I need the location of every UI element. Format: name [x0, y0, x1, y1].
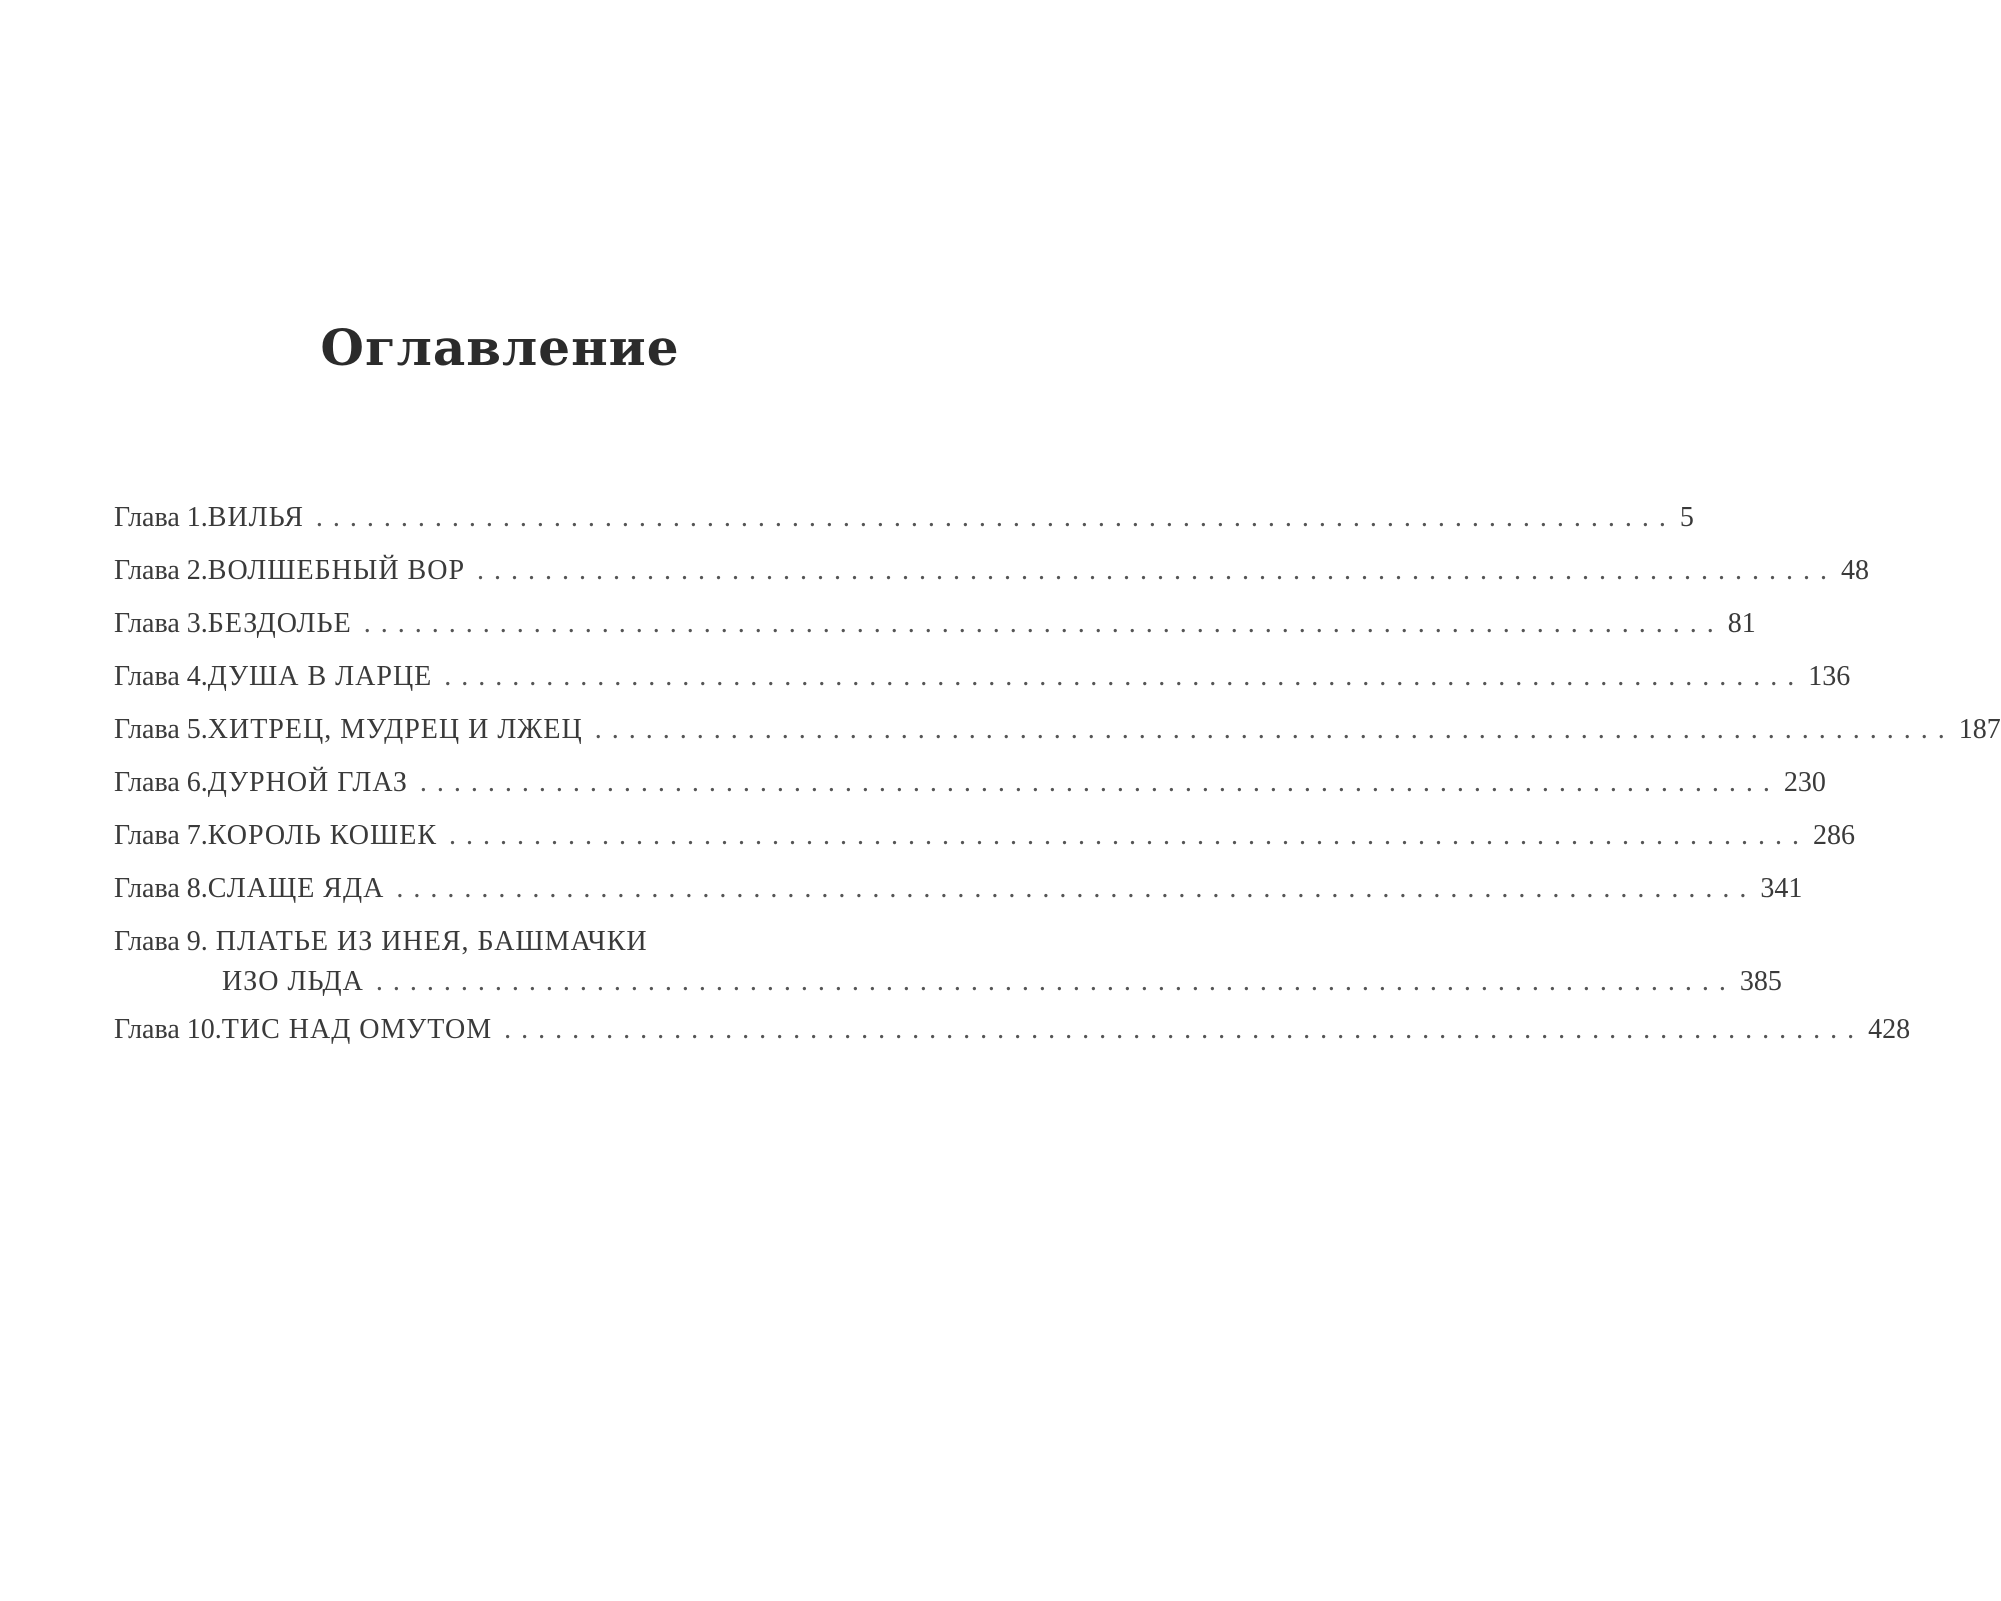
chapter-label: Глава 7.: [114, 820, 208, 851]
chapter-label: Глава 3.: [114, 608, 208, 639]
toc-entry-chapter-3[interactable]: [114, 604, 1756, 644]
chapter-title: ДУША В ЛАРЦЕ: [207, 661, 433, 692]
toc-entry-chapter-9[interactable]: [114, 922, 1782, 1002]
chapter-title-continuation: ИЗО ЛЬДА: [222, 966, 364, 997]
dot-leader: ................................................................................: [375, 966, 1736, 997]
chapter-label: Глава 10.: [114, 1014, 222, 1045]
chapter-label: Глава 1.: [114, 502, 208, 533]
page-number: 428: [1868, 1014, 1911, 1045]
table-of-contents: [114, 498, 2001, 1063]
toc-entry-chapter-5[interactable]: [114, 710, 2001, 750]
toc-entry-chapter-6[interactable]: [114, 763, 1826, 803]
page-number: 341: [1760, 873, 1803, 904]
page-number: 187: [1958, 714, 2001, 745]
dot-leader: ................................................................................: [419, 767, 1780, 798]
toc-entry-chapter-10[interactable]: [114, 1010, 1911, 1050]
chapter-label: Глава 2.: [114, 555, 208, 586]
chapter-title: ВОЛШЕБНЫЙ ВОР: [207, 555, 466, 586]
page-number: 5: [1679, 502, 1694, 533]
page-number: 81: [1727, 608, 1756, 639]
toc-entry-chapter-8[interactable]: [114, 869, 1803, 909]
page-number: 286: [1813, 820, 1855, 851]
chapter-title: ВИЛЬЯ: [207, 502, 304, 533]
chapter-title: ДУРНОЙ ГЛАЗ: [207, 767, 408, 798]
chapter-title: ХИТРЕЦ, МУДРЕЦ И ЛЖЕЦ: [207, 714, 583, 745]
dot-leader: ................................................................................: [444, 661, 1805, 692]
chapter-label: Глава 4.: [114, 661, 208, 692]
chapter-title: СЛАЩЕ ЯДА: [207, 873, 385, 904]
chapter-label: Глава 6.: [114, 767, 208, 798]
toc-entry-chapter-7[interactable]: [114, 816, 1855, 856]
dot-leader: ................................................................................: [315, 502, 1676, 533]
chapter-label: Глава 8.: [114, 873, 208, 904]
toc-entry-chapter-4[interactable]: [114, 657, 1851, 697]
page-number: 230: [1783, 767, 1826, 798]
dot-leader: ................................................................................: [504, 1014, 1865, 1045]
page-number: 48: [1841, 555, 1870, 586]
page-title: Оглавление: [320, 318, 680, 377]
page-number: 136: [1808, 661, 1851, 692]
dot-leader: ................................................................................: [363, 608, 1724, 639]
chapter-title: КОРОЛЬ КОШЕК: [207, 820, 437, 851]
chapter-title: ТИС НАД ОМУТОМ: [221, 1014, 493, 1045]
dot-leader: ................................................................................: [396, 873, 1757, 904]
dot-leader: ................................................................................: [477, 555, 1838, 586]
page-number: 385: [1739, 966, 1782, 997]
chapter-label: Глава 5.: [114, 714, 208, 745]
toc-entry-chapter-1[interactable]: [114, 498, 1694, 538]
dot-leader: ................................................................................: [594, 714, 1955, 745]
chapter-label: Глава 9.: [114, 926, 208, 957]
chapter-title: ПЛАТЬЕ ИЗ ИНЕЯ, БАШМАЧКИ: [215, 926, 648, 957]
dot-leader: ................................................................................: [449, 820, 1809, 851]
toc-entry-chapter-2[interactable]: [114, 551, 1870, 591]
chapter-title: БЕЗДОЛЬЕ: [207, 608, 352, 639]
